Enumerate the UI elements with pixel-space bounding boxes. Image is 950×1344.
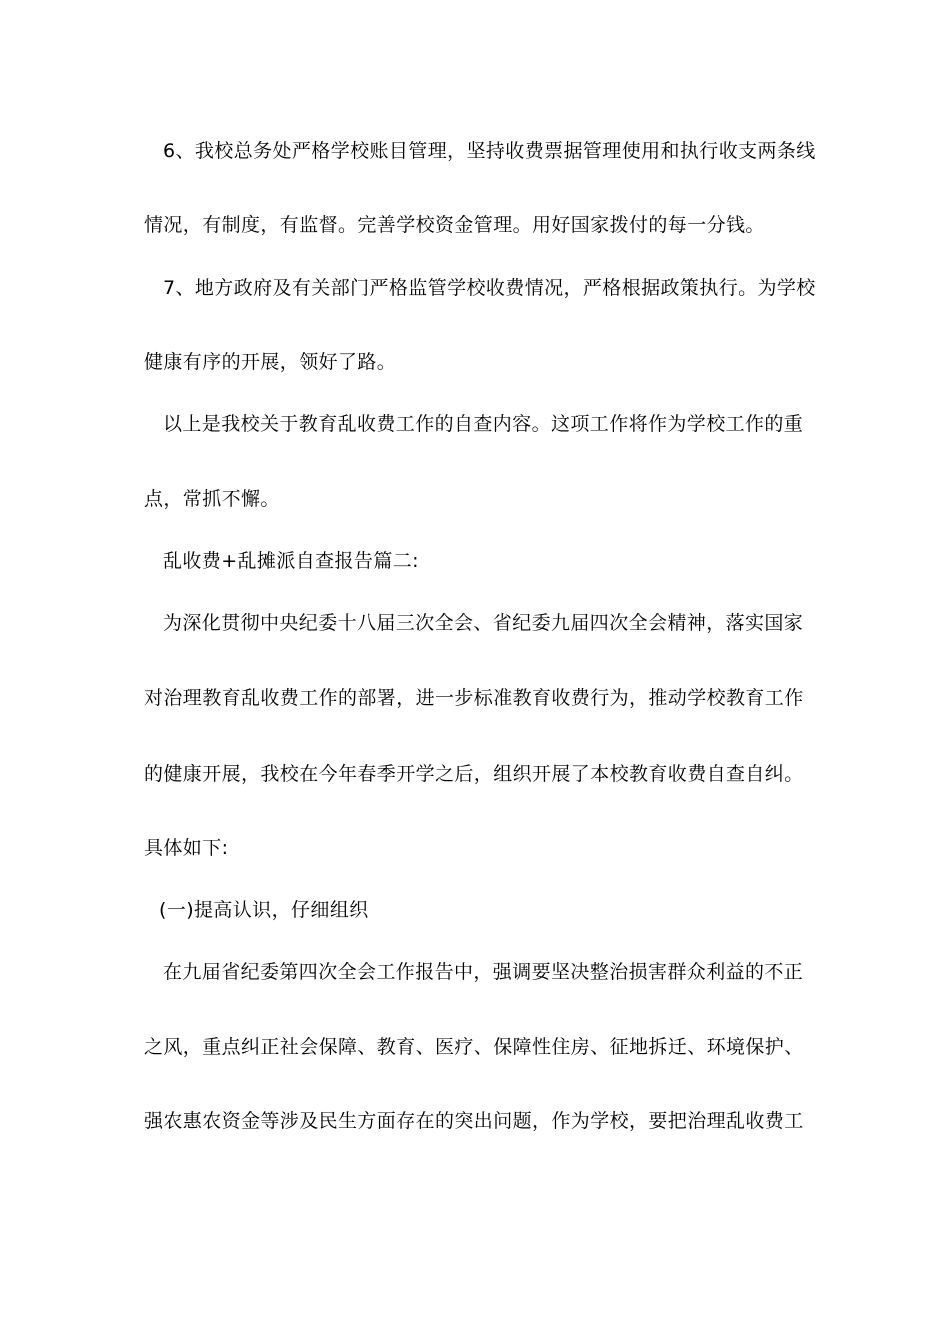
paragraph-6-line-1: 6、我校总务处严格学校账目管理，坚持收费票据管理使用和执行收支两条线 [163, 140, 816, 162]
paragraph-7-line-2: 健康有序的开展，领好了路。 [144, 351, 397, 373]
body-line-3: 强农惠农资金等涉及民生方面存在的突出问题，作为学校，要把治理乱收费工 [144, 1110, 804, 1132]
intro-line-2: 对治理教育乱收费工作的部署，进一步标准教育收费行为，推动学校教育工作 [144, 687, 804, 709]
paragraph-6-line-2: 情况，有制度，有监督。完善学校资金管理。用好国家拨付的每一分钱。 [144, 214, 765, 236]
paragraph-7-line-1: 7、地方政府及有关部门严格监管学校收费情况，严格根据政策执行。为学校 [163, 277, 816, 299]
summary-line-1: 以上是我校关于教育乱收费工作的自查内容。这项工作将作为学校工作的重 [163, 413, 804, 435]
body-line-1: 在九届省纪委第四次全会工作报告中，强调要坚决整治损害群众利益的不正 [163, 961, 804, 983]
body-line-2: 之风，重点纠正社会保障、教育、医疗、保障性住房、征地拆迁、环境保护、 [144, 1036, 804, 1058]
intro-line-3: 的健康开展，我校在今年春季开学之后，组织开展了本校教育收费自查自纠。 [144, 763, 804, 785]
subheading-1: (一)提高认识，仔细组织 [159, 899, 369, 921]
section-heading-part-two: 乱收费+乱摊派自查报告篇二: [163, 550, 419, 572]
summary-line-2: 点，常抓不懈。 [144, 488, 280, 510]
intro-line-4: 具体如下: [144, 837, 229, 859]
intro-line-1: 为深化贯彻中央纪委十八届三次全会、省纪委九届四次全会精神，落实国家 [163, 612, 804, 634]
